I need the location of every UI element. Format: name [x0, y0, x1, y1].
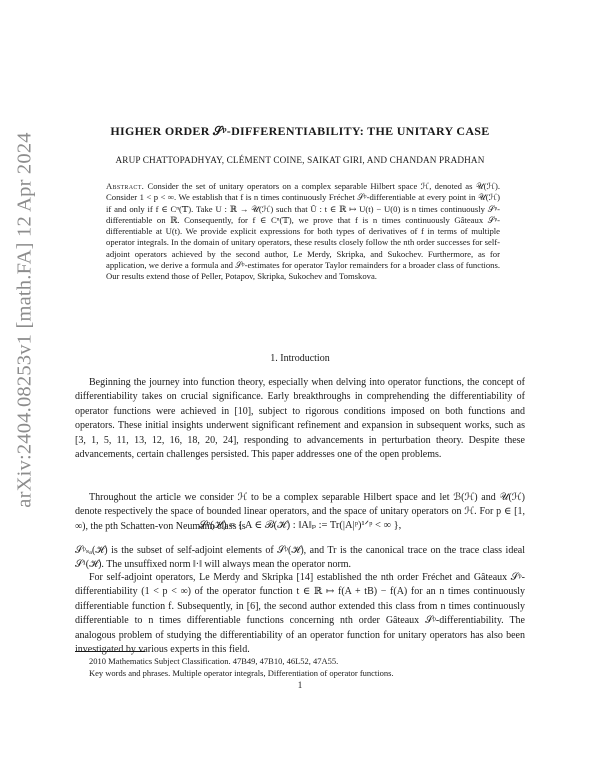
footnote-divider [75, 651, 145, 652]
paragraph-1: Beginning the journey into function theory, especially when delving into operator functions, the concept of differentiability takes on crucial significance. Early breakthroughs in comprehending the differentiability of operator functions were achieved in [10], subject to rigorous conditions imposed on both functions and operators. These initial insights underwent significant refinement and expansion in subsequent works, such as [3, 1, 5, 11, 13, 12, 16, 18, 20, 24], responding to advancements in perturbation theory. Despite these advancements, certain challenges persisted. This paper addresses one of the open problems. [75, 377, 525, 461]
abstract-label: Abstract. [106, 181, 145, 191]
arxiv-identifier-stamp [6, 110, 44, 530]
paragraph-4: For self-adjoint operators, Le Merdy and Skripka [14] established the nth order Fréchet and Gâteaux 𝒮ᵖ-differentiability (1 < p < ∞) of the operator function t ∈ ℝ ↦ f(A + tB) − f(A) for an n times continuously differentiable function f. Subsequently, in [6], the second author extended this class from n times continuously differentiable to n times differentiable functions concerning nth order Gâteaux 𝒮ᵖ-differentiability. The analogous problem of studying the differentiability of an operator function for unitary operators has also been investigated by various experts in this field. [75, 572, 525, 656]
abstract-text: Consider the set of unitary operators on a complex separable Hilbert space ℋ, denoted as 𝒰(ℋ). Consider 1 < p < ∞. We establish that f is n times continuously Fréchet 𝒮ᵖ-differentiable at every point in 𝒰(ℋ) if and only if f ∈ Cⁿ(𝕋). Take U : ℝ → 𝒰(ℋ) such that Ũ : t ∈ ℝ ↦ U(t) − U(0) is n times continuously 𝒮ᵖ-differentiable on ℝ. Consequently, for f ∈ Cⁿ(𝕋), we prove that f is n times continuously Gâteaux 𝒮ᵖ-differentiable at U(t). We provide explicit expressions for both types of derivatives of f in terms of multiple operator integrals. In the domain of unitary operators, these results closely follow the nth order successes for self-adjoint operators achieved by the second author, Le Merdy, Skripka, and Sukochev. Furthermore, as for application, we derive a formula and 𝒮ᵖ-estimates for operator Taylor remainders for a broader class of functions. Our results extend those of Peller, Potapov, Skripka, Sukochev and Tomskova. [106, 181, 501, 281]
schatten-class-equation: 𝒮ᵖ(ℋ) = { A ∈ ℬ(ℋ) : ‖A‖ₚ := Tr(|A|ᵖ)¹ᐟᵖ < ∞ }, [198, 520, 402, 531]
author-list: ARUP CHATTOPADHYAY, CLÉMENT COINE, SAIKAT GIRI, AND CHANDAN PRADHAN [115, 155, 485, 165]
paragraph-3: 𝒮ᵖₛₐ(ℋ) is the subset of self-adjoint elements of 𝒮ᵖ(ℋ), and Tr is the canonical trace on the trace class ideal 𝒮¹(ℋ). The unsuffixed norm ‖·‖ will always mean the operator norm. [75, 545, 525, 571]
paragraph-2: Throughout the article we consider ℋ to be a complex separable Hilbert space and let ℬ(ℋ) and 𝒰(ℋ) denote respectively the space of bounded linear operators, and the space of unitary operators on ℋ. For p ∈ [1, ∞), the pth Schatten-von Neumann class is [75, 492, 525, 532]
section-heading-introduction: 1. Introduction [270, 353, 330, 364]
paper-title: HIGHER ORDER 𝒮ᵖ-DIFFERENTIABILITY: THE UNITARY CASE [110, 124, 490, 138]
arxiv-identifier-text: arXiv:2404.08253v1 [math.FA] 12 Apr 2024 [13, 132, 36, 508]
footnote-keywords: Key words and phrases. Multiple operator integrals, Differentiation of operator functions. [89, 668, 394, 678]
abstract [106, 181, 500, 282]
page-number: 1 [297, 680, 303, 690]
footnote-msc: 2010 Mathematics Subject Classification. 47B49, 47B10, 46L52, 47A55. [89, 656, 339, 666]
